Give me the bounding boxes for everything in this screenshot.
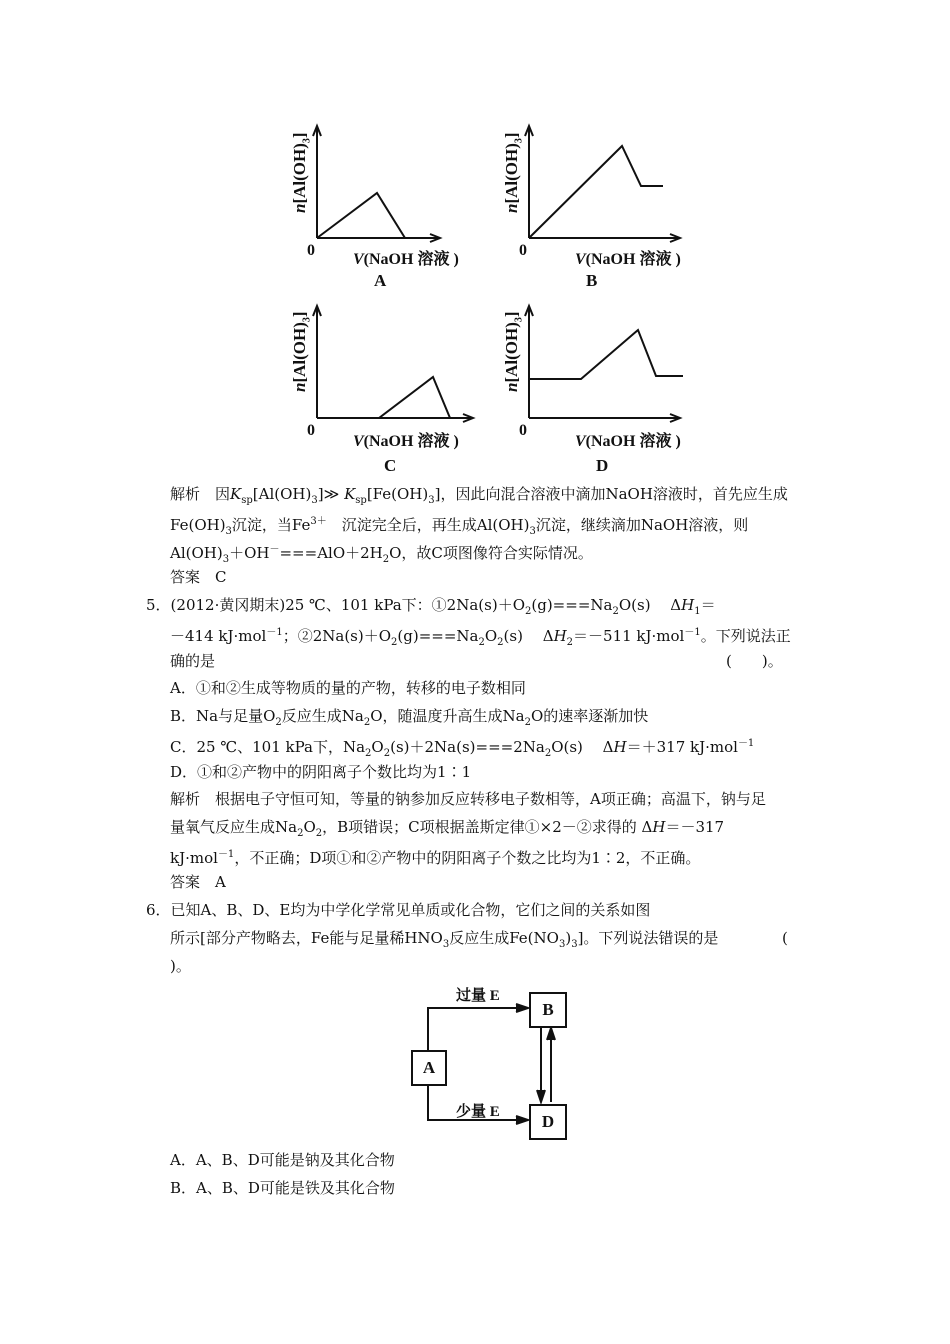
q4-analysis-line3: $Al(OH)_3+OH^-===AlO+2H_2O$，故C项图像符合实际情况。 [170, 544, 593, 565]
graph-d-xlabel: V(NaOH 溶液 ) [575, 433, 681, 450]
q5-line3: 确的是 [170, 652, 216, 670]
q5-option-a: A．①和②生成等物质的量的产物，转移的电子数相同 [170, 679, 526, 697]
q5-line1: 5．(2012·黄冈期末)25 ℃、101 kPa下：$①2Na(s)+O_2(g)===Na_2O(s)$ $\Delta H_1=$ [146, 596, 716, 617]
q6-line3: )。 [170, 957, 191, 975]
graph-d-caption: D [596, 456, 609, 475]
graph-a-origin: 0 [307, 242, 315, 259]
q6-line1: 6．已知A、B、D、E均为中学化学常见单质或化合物，它们之间的关系如图 [146, 901, 651, 919]
q6-answer-paren: ( [782, 929, 788, 947]
graph-c-origin: 0 [307, 422, 315, 439]
graph-d-origin: 0 [519, 422, 527, 439]
graph-b-origin: 0 [519, 242, 527, 259]
graph-c-xlabel: V(NaOH 溶液 ) [353, 433, 459, 450]
arrow-a-to-d-head [516, 1116, 528, 1124]
graph-d-ylabel: $n[Al(OH)_3]$ [502, 311, 525, 392]
arrow-b-to-d-head [537, 1090, 545, 1102]
graph-a-ylabel: $n[Al(OH)_3]$ [290, 132, 313, 213]
graph-c-caption: C [384, 456, 397, 475]
arrow-a-to-b-head [516, 1004, 528, 1012]
q5-analysis-line1: 解析 根据电子守恒可知，等量的钠参加反应转移电子数相等，A项正确；高温下，钠与足 [170, 790, 766, 808]
arrow-a-to-b [428, 1008, 524, 1054]
label-excess-e: 过量 E [456, 988, 500, 1004]
q5-option-b: B．Na与足量$O_2$反应生成$Na_2O$，随温度升高生成$Na_2O$的速率逐渐加快 [170, 707, 649, 728]
graph-a-caption: A [374, 271, 387, 290]
q5-option-d: D．①和②产物中的阴阳离子个数比均为1∶1 [170, 763, 472, 781]
q5-answer-paren: ( )。 [726, 652, 783, 670]
node-a: A [411, 1050, 447, 1086]
graph-b-xlabel: V(NaOH 溶液 ) [575, 251, 681, 268]
arrow-d-to-b-head [547, 1028, 555, 1040]
graph-b-ylabel: $n[Al(OH)_3]$ [502, 132, 525, 213]
q4-answer: 答案 C [170, 568, 227, 586]
q6-option-b: B．A、B、D可能是铁及其化合物 [170, 1179, 395, 1197]
graph-c-ylabel: $n[Al(OH)_3]$ [290, 311, 313, 392]
q6-line2: 所示[部分产物略去，Fe能与足量稀$HNO_3$反应生成$Fe(NO_3)_3$]。下列说法错误的是 [170, 929, 719, 950]
graph-b-caption: B [586, 271, 598, 290]
q5-analysis-line2: 量氧气反应生成$Na_2O_2$，B项错误；C项根据盖斯定律①×2－②求得的 ΔH＝－317 [170, 818, 725, 839]
q5-line2: －414 kJ·mol$^{-1}$；$②2Na(s)+O_2(g)===Na_2O_2(s)$ $\Delta H_2=-511$ kJ·mol$^{-1}$。下列说法正 [170, 627, 791, 648]
q5-answer: 答案 A [170, 873, 226, 891]
node-b: B [529, 992, 567, 1028]
q4-analysis-line2: $Fe(OH)_3$沉淀，当$Fe^{3+}$ 沉淀完全后，再生成$Al(OH)_3$沉淀，继续滴加NaOH溶液，则 [170, 516, 749, 537]
q4-analysis-line1: 解析 因$K_{sp}[Al(OH)_3]≫$ $K_{sp}[Fe(OH)_3]$，因此向混合溶液中滴加NaOH溶液时，首先应生成 [170, 485, 788, 506]
graph-a-xlabel: V(NaOH 溶液 ) [353, 251, 459, 268]
label-little-e: 少量 E [456, 1104, 500, 1120]
q6-option-a: A．A、B、D可能是钠及其化合物 [170, 1151, 395, 1169]
q5-option-c: C．25 ℃、101 kPa下，$Na_2O_2(s)+2Na(s)===2Na_2O(s)$ ΔH＝＋317 kJ·mol$^{-1}$ [170, 738, 755, 759]
q5-analysis-line3: kJ·mol$^{-1}$，不正确；D项①和②产物中的阴阳离子个数之比均为1∶2，不正确。 [170, 849, 701, 867]
node-d: D [529, 1104, 567, 1140]
